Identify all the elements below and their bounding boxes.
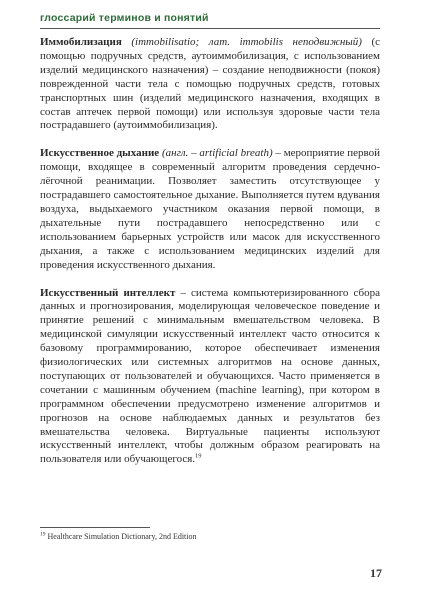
entry-etymology: (англ. – artificial breath): [161, 147, 273, 160]
glossary-entry-artificial-intelligence: [40, 287, 380, 468]
entry-term: Искусственное дыхание: [40, 147, 160, 160]
header-divider: [40, 28, 380, 29]
glossary-entry-immobilization: [40, 36, 380, 133]
footnote-text: Healthcare Simulation Dictionary, 2nd Edition: [47, 532, 197, 541]
footnote: [40, 532, 197, 541]
page-body: [40, 36, 380, 481]
entry-definition: – мероприятие первой помощи, входящее в современный алгоритм проведения сердечно-лёгочной реанимации. Позволяет заместить отсутствующее у пострадавшего самостоятельное дыхание. Выполняется путем вдувания воздуха, выдыхаемого участником оказания первой помощи, в дыхательные пути пострадавшего непосредственно или с использованием барьерных устройств или масок для искусственного дыхания, а также с использованием медицинских изделий для проведения искусственного дыхания.: [40, 147, 381, 271]
page-number: 17: [370, 566, 382, 580]
entry-etymology: (immobilisatio; лат. immobilis неподвижный): [131, 36, 362, 48]
entry-term: Иммобилизация: [40, 36, 122, 48]
entry-definition: (с помощью подручных средств, аутоиммобилизация, с использованием изделий медицинского назначения) – создание неподвижности (покоя) поврежденной части тела с помощью подручных средств, готовых транспортных шин (изделий медицинского назначения, входящих в состав аптечек первой помощи) или используя здоровые части тела пострадавшего (аутоиммобилизация).: [40, 36, 381, 132]
glossary-entry-artificial-breath: [40, 147, 380, 272]
footnote-number: 19: [40, 531, 46, 538]
running-head: глоссарий терминов и понятий: [40, 12, 209, 24]
footnote-reference[interactable]: 19: [195, 452, 202, 460]
footnote-divider: [40, 527, 150, 528]
entry-term: Искусственный интеллект: [40, 286, 176, 299]
entry-definition: – система компьютеризированного сбора данных и прогнозирования, моделирующая человеческое поведение и принятие решений с минимальным вмешательством человека. В медицинской симуляции искусственный интеллект часто относится к базовому программированию, которое обеспечивает изменения физиологических или системных алгоритмов на основе данных, поступающих от пользователей и обучающихся. Часто применяется в сочетании с машинным обучением (machine learning), при котором в программном обеспечении предусмотрено изменение алгоритмов и прогнозов на основе наблюдаемых данных и результатов без вмешательства человека. Виртуальные пациенты используют искусственный интеллект, чтобы должным образом реагировать на пользователя или обучающегося.: [40, 286, 380, 466]
